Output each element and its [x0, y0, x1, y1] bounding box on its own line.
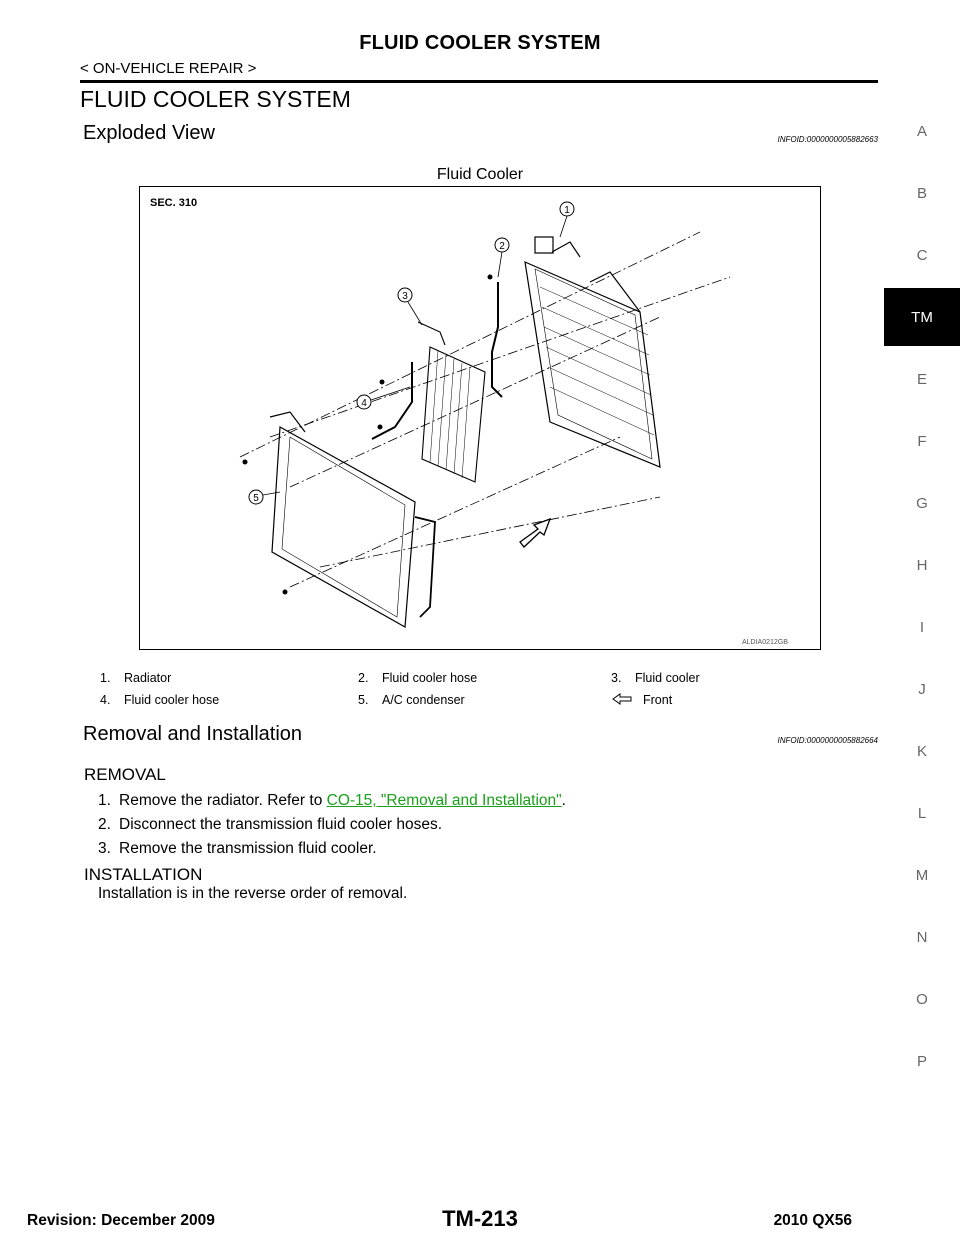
header-divider — [80, 80, 878, 83]
callout-1 — [560, 202, 574, 237]
list-item — [98, 792, 566, 816]
tab-o[interactable]: O — [916, 990, 928, 1008]
step-suffix: . — [561, 792, 566, 809]
legend-number: 5. — [358, 693, 369, 707]
tab-f[interactable]: F — [917, 432, 927, 450]
fluid-cooler-diagram — [140, 187, 819, 648]
legend-row — [100, 689, 860, 711]
tab-b[interactable]: B — [916, 184, 927, 202]
figure-code-label: ALDIA0212GB — [742, 639, 788, 646]
legend-label: Radiator — [124, 671, 172, 685]
legend-item — [358, 693, 611, 707]
page-header-title: FLUID COOLER SYSTEM — [359, 32, 601, 54]
side-index-tabs — [884, 100, 960, 1092]
list-item — [98, 840, 566, 864]
legend-item — [611, 671, 700, 685]
callout-4 — [357, 387, 410, 409]
installation-heading: INSTALLATION — [84, 865, 203, 884]
removal-installation-title: Removal and Installation — [83, 723, 303, 745]
legend-label: Fluid cooler — [635, 671, 700, 685]
callout-3 — [398, 288, 422, 325]
exploded-view-title: Exploded View — [83, 122, 215, 144]
breadcrumb: < ON-VEHICLE REPAIR > — [80, 60, 257, 77]
tab-g[interactable]: G — [916, 494, 928, 512]
radiator-reference-link[interactable]: CO-15, "Removal and Installation" — [326, 792, 562, 809]
tab-p[interactable]: P — [916, 1052, 927, 1070]
legend-number: 2. — [358, 671, 369, 685]
svg-text:5: 5 — [253, 493, 259, 504]
legend-number: 4. — [100, 693, 111, 707]
tab-l[interactable]: L — [917, 804, 927, 822]
svg-text:4: 4 — [361, 398, 367, 409]
tab-j[interactable]: J — [918, 680, 926, 698]
svg-text:2: 2 — [499, 241, 505, 252]
radiator-illustration — [525, 237, 660, 467]
tab-e[interactable]: E — [916, 370, 927, 388]
removal-installation-infoid: INFOID:0000000005882664 — [777, 736, 878, 745]
legend-label: Front — [643, 693, 673, 707]
ac-condenser-illustration — [270, 412, 435, 627]
fluid-cooler-hose-2-illustration — [492, 282, 502, 397]
front-arrow-icon — [520, 519, 550, 547]
alignment-lines — [240, 232, 730, 587]
legend-number: 1. — [100, 671, 111, 685]
exploded-view-figure — [139, 186, 821, 650]
legend-item — [100, 693, 358, 707]
tab-i[interactable]: I — [919, 618, 925, 636]
exploded-view-infoid: INFOID:0000000005882663 — [777, 135, 878, 144]
figure-legend — [100, 667, 860, 711]
step-text: Remove the transmission fluid cooler. — [119, 840, 377, 857]
tab-tm[interactable]: TM — [884, 288, 960, 346]
legend-row — [100, 667, 860, 689]
legend-number: 3. — [611, 671, 622, 685]
legend-label: A/C condenser — [382, 693, 465, 707]
legend-label: Fluid cooler hose — [124, 693, 220, 707]
tab-n[interactable]: N — [916, 928, 928, 946]
legend-label: Fluid cooler hose — [382, 671, 478, 685]
removal-heading: REMOVAL — [84, 765, 166, 784]
list-item — [98, 816, 566, 840]
svg-text:3: 3 — [402, 291, 408, 302]
step-text: Remove the radiator. Refer to — [119, 792, 323, 809]
legend-item — [358, 671, 611, 685]
front-arrow-icon — [611, 693, 643, 708]
step-number: 1. — [98, 792, 111, 809]
step-text: Disconnect the transmission fluid cooler hoses. — [119, 816, 443, 833]
removal-steps — [98, 792, 566, 864]
tab-a[interactable]: A — [916, 122, 927, 140]
footer-page-number: TM-213 — [442, 1206, 518, 1231]
tab-h[interactable]: H — [916, 556, 928, 574]
step-number: 2. — [98, 816, 111, 833]
legend-item — [100, 671, 358, 685]
tab-c[interactable]: C — [916, 246, 928, 264]
callout-2 — [495, 238, 509, 277]
svg-text:1: 1 — [564, 205, 570, 216]
section-title: FLUID COOLER SYSTEM — [80, 86, 351, 112]
footer-model: 2010 QX56 — [773, 1212, 852, 1229]
installation-note: Installation is in the reverse order of removal. — [98, 885, 408, 902]
tab-k[interactable]: K — [916, 742, 927, 760]
legend-item — [611, 693, 672, 708]
figure-sec-label: SEC. 310 — [150, 197, 198, 209]
figure-caption: Fluid Cooler — [436, 166, 524, 183]
tab-m[interactable]: M — [915, 866, 929, 884]
footer-revision: Revision: December 2009 — [27, 1212, 215, 1229]
step-number: 3. — [98, 840, 111, 857]
